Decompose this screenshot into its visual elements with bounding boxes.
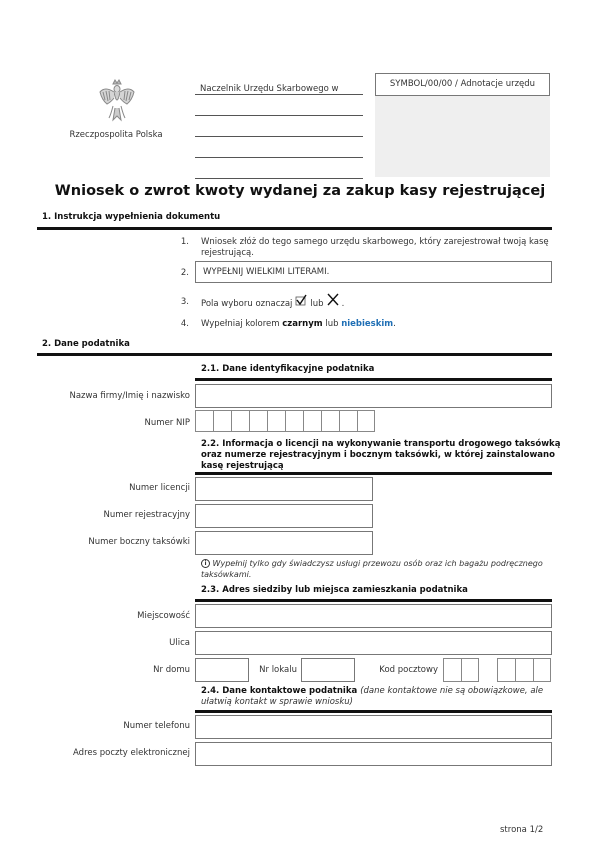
instruction-1-line-2: rejestrującą. [201, 248, 254, 258]
registration-number-field[interactable] [195, 504, 373, 528]
postal-digit-1[interactable] [443, 658, 461, 682]
nip-digit-1[interactable] [195, 410, 213, 432]
license-number-label: Numer licencji [129, 483, 190, 493]
phone-field[interactable] [195, 715, 552, 739]
nip-digit-2[interactable] [213, 410, 231, 432]
office-annotations-area [375, 96, 550, 177]
subsection-2-2-heading-line-1: 2.2. Informacja o licencji na wykonywanie transportu drogowego taksówką [201, 439, 561, 449]
city-label: Miejscowość [137, 611, 190, 621]
subsection-2-1-heading: 2.1. Dane identyfikacyjne podatnika [201, 364, 375, 374]
subsection-2-3-divider [195, 599, 552, 602]
email-field[interactable] [195, 742, 552, 766]
section-2-heading: 2. Dane podatnika [42, 339, 130, 349]
street-field[interactable] [195, 631, 552, 655]
subsection-2-2-heading-line-2: oraz numerze rejestracyjnym i bocznym taksówki, w której zainstalowano [201, 450, 555, 460]
instruction-1-number: 1. [180, 237, 189, 247]
section-2-divider [37, 353, 552, 356]
subsection-2-2-divider [195, 472, 552, 475]
subsection-2-4-divider [195, 710, 552, 713]
nip-digit-8[interactable] [321, 410, 339, 432]
instruction-4-mid: lub [325, 319, 339, 329]
info-circle-icon: i [201, 559, 210, 568]
instruction-3-mid: lub [310, 299, 324, 309]
color-blue-word: niebieskim [341, 319, 394, 329]
color-black-word: czarnym [282, 319, 323, 329]
postal-digit-3[interactable] [497, 658, 515, 682]
instruction-3-after: . [341, 299, 345, 309]
nip-digit-3[interactable] [231, 410, 249, 432]
nip-digit-6[interactable] [285, 410, 303, 432]
instruction-4-after: . [393, 319, 396, 329]
instruction-4-before: Wypełniaj kolorem [201, 319, 280, 329]
tax-office-line-3[interactable] [195, 136, 363, 137]
apartment-number-field[interactable] [301, 658, 355, 682]
postal-code-first-part[interactable] [443, 658, 479, 682]
nip-digit-7[interactable] [303, 410, 321, 432]
tax-office-label: Naczelnik Urzędu Skarbowego w [200, 84, 339, 94]
side-number-field[interactable] [195, 531, 373, 555]
company-name-field[interactable] [195, 384, 552, 408]
tax-office-line-4[interactable] [195, 157, 363, 158]
registration-number-label: Numer rejestracyjny [103, 510, 190, 520]
house-number-field[interactable] [195, 658, 249, 682]
instruction-2-number: 2. [180, 268, 189, 278]
nip-label: Numer NIP [144, 418, 190, 428]
license-number-field[interactable] [195, 477, 373, 501]
postal-digit-4[interactable] [515, 658, 533, 682]
house-number-label: Nr domu [153, 665, 190, 675]
subsection-2-2-heading [201, 439, 561, 472]
instruction-3-before: Pola wyboru oznaczaj [201, 299, 293, 309]
nip-digit-4[interactable] [249, 410, 267, 432]
street-label: Ulica [169, 638, 190, 648]
subsection-2-4-heading-note-1: (dane kontaktowe nie są obowiązkowe, ale [360, 686, 544, 696]
taxi-note [201, 558, 561, 580]
symbol-box: SYMBOL/00/00 / Adnotacje urzędu [375, 73, 550, 96]
tax-office-line-1[interactable] [195, 94, 363, 95]
document-title: Wniosek o zwrot kwoty wydanej za zakup kasy rejestrującej [54, 183, 546, 199]
cross-mark-icon [327, 293, 339, 310]
subsection-2-4-heading-note-2: ułatwią kontakt w sprawie wniosku) [201, 697, 353, 707]
postal-digit-2[interactable] [461, 658, 479, 682]
polish-eagle-emblem-icon [97, 78, 137, 122]
section-1-heading: 1. Instrukcja wypełnienia dokumentu [42, 212, 221, 222]
side-number-label: Numer boczny taksówki [88, 537, 190, 547]
instruction-3-text [201, 293, 344, 310]
country-name: Rzeczpospolita Polska [69, 130, 163, 140]
taxi-note-line-2: taksówkami. [201, 570, 252, 579]
instruction-2-box: WYPEŁNIJ WIELKIMI LITERAMI. [195, 261, 552, 283]
subsection-2-4-heading-bold: 2.4. Dane kontaktowe podatnika [201, 686, 358, 696]
nip-field[interactable] [195, 410, 375, 432]
subsection-2-3-heading: 2.3. Adres siedziby lub miejsca zamieszkania podatnika [201, 585, 468, 595]
checkbox-checked-icon [295, 294, 307, 310]
apartment-number-label: Nr lokalu [259, 665, 297, 675]
postal-digit-5[interactable] [533, 658, 551, 682]
instruction-4-text [201, 319, 396, 330]
subsection-2-1-divider [195, 378, 552, 381]
company-name-label: Nazwa firmy/Imię i nazwisko [69, 391, 190, 401]
email-label: Adres poczty elektronicznej [73, 748, 190, 758]
instruction-1-line-1: Wniosek złóż do tego samego urzędu skarbowego, który zarejestrował twoją kasę [201, 237, 549, 247]
tax-office-line-5[interactable] [195, 178, 363, 179]
instruction-4-number: 4. [180, 319, 189, 329]
postal-code-label: Kod pocztowy [379, 665, 438, 675]
city-field[interactable] [195, 604, 552, 628]
instruction-3-number: 3. [180, 297, 189, 307]
subsection-2-4-heading [201, 686, 561, 708]
postal-code-second-part[interactable] [497, 658, 551, 682]
instruction-1-text [201, 237, 551, 259]
taxi-note-line-1: Wypełnij tylko gdy świadczysz usługi przewozu osób oraz ich bagażu podręcznego [212, 559, 543, 568]
nip-digit-5[interactable] [267, 410, 285, 432]
page-number: strona 1/2 [500, 825, 544, 835]
nip-digit-10[interactable] [357, 410, 375, 432]
nip-digit-9[interactable] [339, 410, 357, 432]
phone-label: Numer telefonu [123, 721, 190, 731]
subsection-2-2-heading-line-3: kasę rejestrującą [201, 461, 284, 471]
section-1-divider [37, 227, 552, 230]
tax-office-line-2[interactable] [195, 115, 363, 116]
